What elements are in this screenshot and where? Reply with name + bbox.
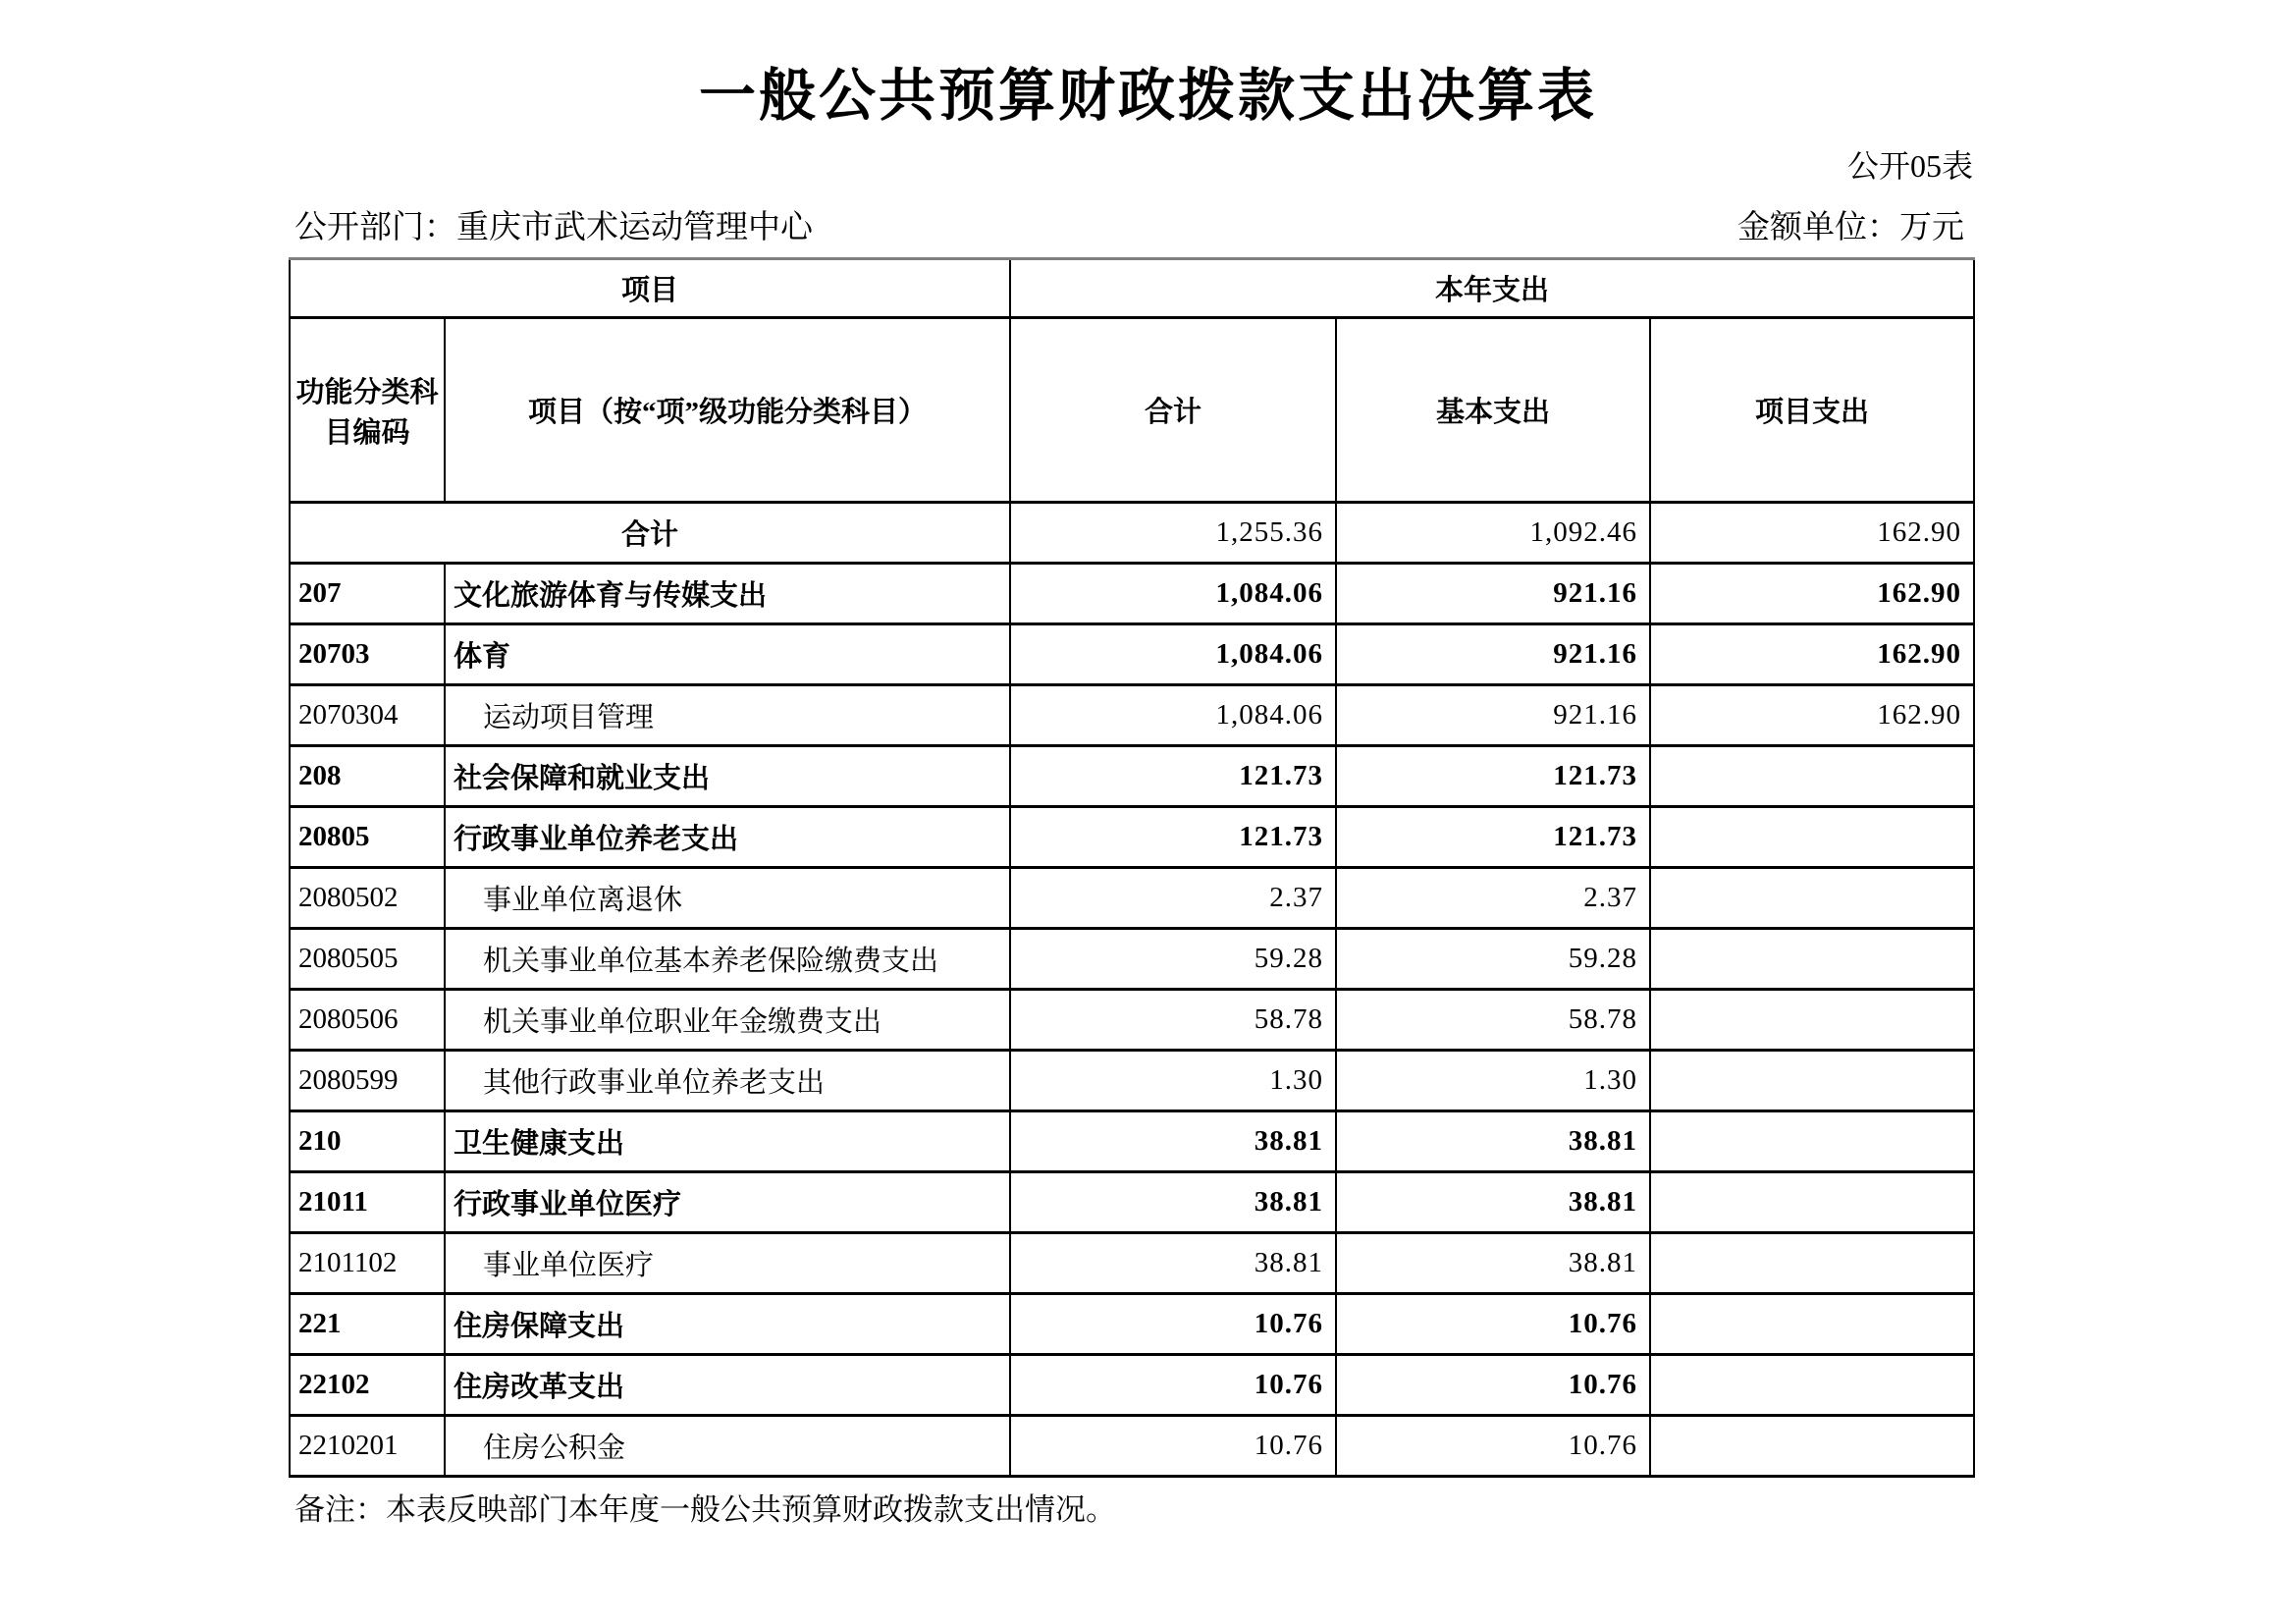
cell-project [1650,1172,1974,1233]
cell-item: 其他行政事业单位养老支出 [445,1051,1010,1111]
cell-project [1650,1355,1974,1416]
table-row [290,807,1974,868]
unit-value: 万元 [1899,210,1964,245]
cell-code: 210 [290,1111,445,1172]
cell-total: 121.73 [1010,746,1336,807]
cell-total: 10.76 [1010,1294,1336,1355]
sheet-code-label: 公开05表 [1846,148,1973,184]
cell-total: 58.78 [1010,990,1336,1051]
cell-total: 1,084.06 [1010,685,1336,746]
table-row [290,685,1974,746]
cell-code: 2080599 [290,1051,445,1111]
cell-code: 208 [290,746,445,807]
unit-label: 金额单位： [1737,210,1899,245]
cell-code: 2080506 [290,990,445,1051]
cell-code: 22102 [290,1355,445,1416]
department-line [294,208,813,247]
cell-project [1650,1111,1974,1172]
header-col-total: 合计 [1010,318,1336,503]
table-row [290,1233,1974,1294]
cell-item: 事业单位离退休 [445,868,1010,929]
cell-basic: 921.16 [1336,624,1650,685]
cell-item: 行政事业单位医疗 [445,1172,1010,1233]
cell-total: 59.28 [1010,929,1336,990]
department-label: 公开部门： [294,210,456,245]
cell-total: 1,255.36 [1010,503,1336,564]
header-group-row [290,259,1974,318]
cell-code: 2101102 [290,1233,445,1294]
cell-total: 121.73 [1010,807,1336,868]
cell-item: 卫生健康支出 [445,1111,1010,1172]
cell-basic: 1.30 [1336,1051,1650,1111]
table-row [290,1416,1974,1477]
cell-project [1650,868,1974,929]
summary-row [290,503,1974,564]
table-row [290,1172,1974,1233]
cell-code: 221 [290,1294,445,1355]
cell-code: 2080505 [290,929,445,990]
cell-code: 2210201 [290,1416,445,1477]
cell-code: 20703 [290,624,445,685]
table-row [290,1355,1974,1416]
cell-basic: 121.73 [1336,807,1650,868]
cell-basic: 38.81 [1336,1233,1650,1294]
department-value: 重庆市武术运动管理中心 [456,210,813,245]
table-row [290,868,1974,929]
cell-total: 38.81 [1010,1233,1336,1294]
cell-item: 住房保障支出 [445,1294,1010,1355]
cell-project [1650,990,1974,1051]
cell-item: 事业单位医疗 [445,1233,1010,1294]
cell-item: 行政事业单位养老支出 [445,807,1010,868]
cell-project: 162.90 [1650,685,1974,746]
header-group-item: 项目 [290,259,1010,318]
cell-project [1650,929,1974,990]
unit-line [1737,208,1964,247]
cell-code: 21011 [290,1172,445,1233]
cell-total: 10.76 [1010,1416,1336,1477]
header-col-project: 项目支出 [1650,318,1974,503]
cell-project [1650,807,1974,868]
cell-basic: 10.76 [1336,1355,1650,1416]
cell-basic: 38.81 [1336,1172,1650,1233]
cell-code: 2070304 [290,685,445,746]
cell-basic: 921.16 [1336,685,1650,746]
cell-code: 20805 [290,807,445,868]
header-col-item: 项目（按“项”级功能分类科目） [445,318,1010,503]
cell-item: 体育 [445,624,1010,685]
cell-item: 社会保障和就业支出 [445,746,1010,807]
budget-table [289,257,1975,1478]
cell-basic: 59.28 [1336,929,1650,990]
table-row [290,1051,1974,1111]
cell-project [1650,1294,1974,1355]
cell-item: 文化旅游体育与传媒支出 [445,564,1010,624]
cell-code: 207 [290,564,445,624]
cell-item: 机关事业单位基本养老保险缴费支出 [445,929,1010,990]
cell-basic: 10.76 [1336,1416,1650,1477]
cell-project [1650,1051,1974,1111]
table-row [290,564,1974,624]
table-row [290,746,1974,807]
cell-total: 38.81 [1010,1172,1336,1233]
cell-project: 162.90 [1650,624,1974,685]
cell-item: 合计 [290,503,1010,564]
table-row [290,624,1974,685]
header-col-basic: 基本支出 [1336,318,1650,503]
note-text: 备注：本表反映部门本年度一般公共预算财政拨款支出情况。 [294,1492,1116,1527]
cell-total: 10.76 [1010,1355,1336,1416]
cell-item: 机关事业单位职业年金缴费支出 [445,990,1010,1051]
cell-project [1650,1416,1974,1477]
cell-project [1650,1233,1974,1294]
page-title: 一般公共预算财政拨款支出决算表 [698,64,1597,128]
cell-basic: 58.78 [1336,990,1650,1051]
cell-item: 运动项目管理 [445,685,1010,746]
cell-project: 162.90 [1650,564,1974,624]
table-row [290,1294,1974,1355]
cell-basic: 921.16 [1336,564,1650,624]
table-row [290,1111,1974,1172]
cell-basic: 10.76 [1336,1294,1650,1355]
table-row [290,929,1974,990]
cell-total: 2.37 [1010,868,1336,929]
header-group-year-expense: 本年支出 [1010,259,1974,318]
cell-total: 1,084.06 [1010,564,1336,624]
header-columns-row [290,318,1974,503]
cell-basic: 38.81 [1336,1111,1650,1172]
cell-total: 38.81 [1010,1111,1336,1172]
cell-project: 162.90 [1650,503,1974,564]
cell-basic: 2.37 [1336,868,1650,929]
cell-basic: 121.73 [1336,746,1650,807]
cell-item: 住房公积金 [445,1416,1010,1477]
cell-item: 住房改革支出 [445,1355,1010,1416]
cell-total: 1,084.06 [1010,624,1336,685]
cell-project [1650,746,1974,807]
cell-code: 2080502 [290,868,445,929]
table-row [290,990,1974,1051]
header-col-code: 功能分类科目编码 [290,318,445,503]
cell-basic: 1,092.46 [1336,503,1650,564]
cell-total: 1.30 [1010,1051,1336,1111]
